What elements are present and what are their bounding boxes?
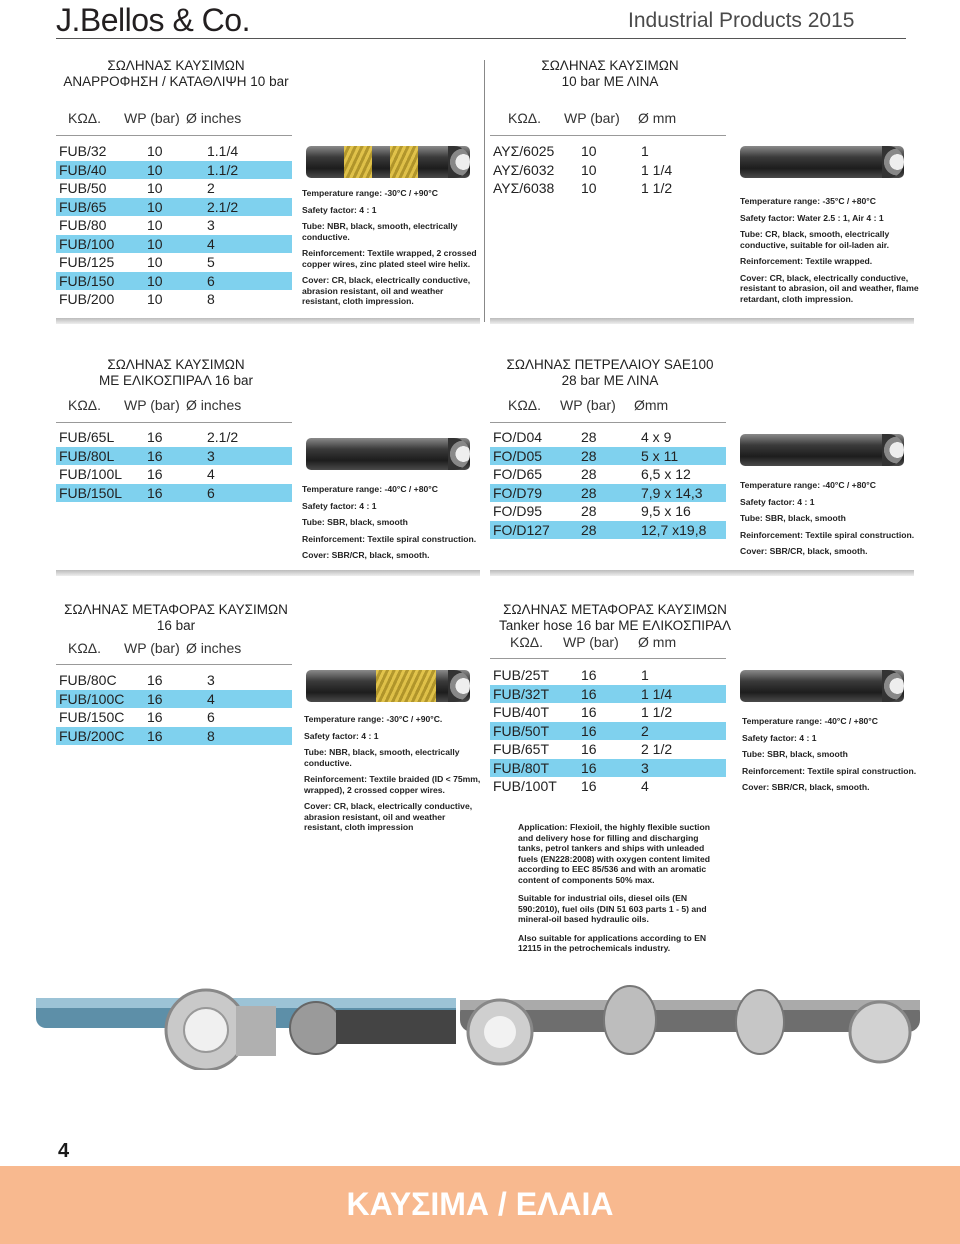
section-1-title <box>56 58 296 90</box>
diameter-cell: 4 <box>204 690 292 709</box>
section-5-table <box>56 671 292 745</box>
code-cell: FUB/150L <box>56 484 144 503</box>
wp-cell: 16 <box>581 704 597 721</box>
wp-cell: 16 <box>581 741 597 758</box>
code-cell: FO/D05 <box>490 447 578 466</box>
section-2-title-line2: 10 bar ΜΕ ΛΙΝΑ <box>561 74 659 89</box>
diameter-cell: 1 1/2 <box>641 180 673 197</box>
code-cell: FO/D79 <box>490 484 578 503</box>
spec-line: Temperature range: -40°C / +80°C <box>742 716 878 726</box>
code-cell: FUB/40 <box>56 161 144 180</box>
diameter-cell: 2.1/2 <box>204 198 292 217</box>
section-1-rule <box>56 135 292 136</box>
spec-line: Temperature range: -30°C / +90°C. <box>304 714 443 724</box>
code-cell: FUB/80C <box>59 672 117 689</box>
wp-cell: 10 <box>144 272 204 291</box>
table-row <box>490 428 726 447</box>
section-2-specs <box>740 196 920 310</box>
section-6-title <box>490 602 740 634</box>
wp-cell: 16 <box>144 447 204 466</box>
table-row <box>490 142 726 161</box>
code-cell: FUB/25T <box>493 667 550 684</box>
application-paragraph: Application: Flexioil, the highly flexible suction and delivery hose for filling and discharging tanks, petrol tankers and ships with unleaded fuels (EN228:2008) with oxygen content limited according to EEC 85/536 and with an aromatic content of components 50% max. <box>518 822 710 885</box>
wp-cell: 10 <box>147 143 163 160</box>
code-cell: FUB/80L <box>56 447 144 466</box>
section-2-hose-image <box>740 146 904 178</box>
section-2-col-dia: Ø mm <box>638 110 677 126</box>
wp-cell: 28 <box>581 429 597 446</box>
spec-line: Tube: SBR, black, smooth <box>742 749 848 759</box>
section-3-specs <box>302 484 482 567</box>
diameter-cell: 2 <box>207 180 215 197</box>
section-5-col-code: ΚΩΔ. <box>68 640 102 656</box>
table-row <box>56 290 292 309</box>
section-4-hose-image <box>740 434 904 466</box>
spec-line: Temperature range: -30°C / +90°C <box>302 188 438 198</box>
hose-coupling-illustration-right <box>460 970 920 1070</box>
table-row <box>490 502 726 521</box>
section-3-table <box>56 428 292 502</box>
wp-cell: 10 <box>581 143 597 160</box>
diameter-cell: 6 <box>207 709 215 726</box>
section-1-specs <box>302 188 482 313</box>
table-row <box>490 685 726 704</box>
wp-cell: 10 <box>147 180 163 197</box>
spec-line: Safety factor: 4 : 1 <box>304 730 379 741</box>
code-cell: FUB/150 <box>56 272 144 291</box>
wp-cell: 16 <box>144 727 204 746</box>
code-cell: FUB/65L <box>59 429 115 446</box>
diameter-cell: 1 <box>641 143 649 160</box>
spec-line: Reinforcement: Textile wrapped. <box>740 256 873 266</box>
wp-cell: 16 <box>581 667 597 684</box>
table-row <box>490 465 726 484</box>
wp-cell: 10 <box>144 198 204 217</box>
section-4-col-code: ΚΩΔ. <box>508 397 542 413</box>
section-4-bottom-bar <box>490 570 914 576</box>
table-row <box>490 703 726 722</box>
diameter-cell: 6 <box>204 484 292 503</box>
section-3-col-wp: WP (bar) <box>124 397 180 413</box>
section-2-title-line1: ΣΩΛΗΝΑΣ ΚΑΥΣΙΜΩΝ <box>541 58 679 73</box>
spec-line: Tube: CR, black, smooth, electrically conductive, suitable for oil-laden air. <box>740 229 890 250</box>
wp-cell: 28 <box>581 503 597 520</box>
spec-line: Reinforcement: Textile spiral construction. <box>740 529 915 540</box>
table-row <box>56 161 292 180</box>
section-4-title-line1: ΣΩΛΗΝΑΣ ΠΕΤΡΕΛΑΙΟΥ SAE100 <box>506 357 714 372</box>
spec-line: Temperature range: -40°C / +80°C <box>740 480 876 490</box>
spec-line: Reinforcement: Textile spiral construction. <box>302 533 477 544</box>
section-3-hose-image <box>306 438 470 470</box>
wp-cell: 10 <box>147 254 163 271</box>
diameter-cell: 5 x 11 <box>638 447 726 466</box>
diameter-cell: 1 1/4 <box>641 161 673 178</box>
wp-cell: 28 <box>581 466 597 483</box>
wp-cell: 16 <box>147 672 163 689</box>
diameter-cell: 2 <box>638 722 726 741</box>
diameter-cell: 12,7 x19,8 <box>638 521 726 540</box>
code-cell: FUB/80 <box>59 217 107 234</box>
wp-cell: 28 <box>578 521 638 540</box>
footer-band <box>0 1166 960 1244</box>
wp-cell: 10 <box>581 180 597 197</box>
diameter-cell: 1.1/4 <box>207 143 239 160</box>
brand-name: J.Bellos & Co. <box>56 2 250 38</box>
table-row <box>490 521 726 540</box>
code-cell: FUB/65T <box>493 741 550 758</box>
code-cell: ΑΥΣ/6038 <box>493 180 555 197</box>
section-1-col-wp: WP (bar) <box>124 110 180 126</box>
diameter-cell: 4 <box>207 466 215 483</box>
section-5-hose-image <box>306 670 470 702</box>
section-4-title-line2: 28 bar ΜΕ ΛΙΝΑ <box>561 373 659 388</box>
section-3-bottom-bar <box>56 570 480 576</box>
diameter-cell: 1.1/2 <box>204 161 292 180</box>
hose-coupling-illustration-left <box>36 970 456 1070</box>
table-row <box>490 484 726 503</box>
wp-cell: 16 <box>578 722 638 741</box>
section-3-title-line2: ΜΕ ΕΛΙΚΟΣΠΙΡΑΛ 16 bar <box>98 373 254 388</box>
wp-cell: 16 <box>581 778 597 795</box>
section-4-col-wp: WP (bar) <box>560 397 616 413</box>
table-row <box>56 253 292 272</box>
section-1-bottom-bar <box>56 318 480 324</box>
section-5-title-line2: 16 bar <box>156 618 196 633</box>
section-6-col-wp: WP (bar) <box>563 634 619 650</box>
section-5-col-wp: WP (bar) <box>124 640 180 656</box>
table-row <box>56 142 292 161</box>
code-cell: FUB/50 <box>59 180 107 197</box>
diameter-cell: 3 <box>207 672 215 689</box>
table-row <box>490 161 726 180</box>
section-4-specs <box>740 480 920 563</box>
spec-line: Reinforcement: Textile braided (ID < 75mm, wrapped), 2 crossed copper wires. <box>304 774 481 795</box>
section-2-bottom-bar <box>490 318 914 324</box>
code-cell: FUB/200 <box>59 291 115 308</box>
wp-cell: 16 <box>144 484 204 503</box>
section-4-table <box>490 428 726 539</box>
diameter-cell: 7,9 x 14,3 <box>638 484 726 503</box>
spec-line: Safety factor: 4 : 1 <box>302 500 377 511</box>
spec-line: Tube: NBR, black, smooth, electrically conductive. <box>302 221 458 242</box>
code-cell: FUB/100C <box>56 690 144 709</box>
diameter-cell: 3 <box>204 447 292 466</box>
section-5-title <box>56 602 296 634</box>
table-row <box>56 216 292 235</box>
section-2-col-wp: WP (bar) <box>564 110 620 126</box>
table-row <box>56 671 292 690</box>
code-cell: ΑΥΣ/6032 <box>493 161 555 178</box>
diameter-cell: 1 1/2 <box>641 704 673 721</box>
code-cell: FUB/40T <box>493 704 550 721</box>
diameter-cell: 8 <box>207 291 215 308</box>
diameter-cell: 1 <box>641 667 649 684</box>
catalog-title: Industrial Products 2015 <box>628 9 855 32</box>
spec-line: Cover: CR, black, electrically conductive, abrasion resistant, oil and weather resistant, cloth impression <box>304 801 473 832</box>
wp-cell: 10 <box>144 235 204 254</box>
code-cell: FUB/100L <box>59 466 123 483</box>
diameter-cell: 2 1/2 <box>641 741 673 758</box>
wp-cell: 16 <box>578 685 638 704</box>
table-row <box>490 179 726 198</box>
wp-cell: 10 <box>147 291 163 308</box>
section-2-col-code: ΚΩΔ. <box>508 110 542 126</box>
code-cell: FUB/80T <box>490 759 578 778</box>
spec-line: Cover: SBR/CR, black, smooth. <box>302 550 430 560</box>
code-cell: FUB/65 <box>56 198 144 217</box>
wp-cell: 16 <box>578 759 638 778</box>
table-row <box>56 727 292 746</box>
spec-line: Tube: SBR, black, smooth <box>740 513 846 523</box>
wp-cell: 10 <box>144 161 204 180</box>
spec-line: Safety factor: 4 : 1 <box>302 204 377 215</box>
section-5-col-dia: Ø inches <box>186 640 242 656</box>
section-3-col-code: ΚΩΔ. <box>68 397 102 413</box>
table-row <box>56 447 292 466</box>
section-6-title-line2: Tanker hose 16 bar ΜΕ ΕΛΙΚΟΣΠΙΡΑΛ <box>498 618 732 633</box>
code-cell: FUB/32 <box>59 143 107 160</box>
section-6-hose-image <box>740 670 904 702</box>
section-6-col-code: ΚΩΔ. <box>510 634 544 650</box>
code-cell: FUB/200C <box>56 727 144 746</box>
wp-cell: 16 <box>144 690 204 709</box>
section-1-table <box>56 142 292 309</box>
diameter-cell: 6,5 x 12 <box>641 466 691 483</box>
section-6-application <box>518 822 714 962</box>
header-rule <box>56 38 906 39</box>
diameter-cell: 4 <box>641 778 649 795</box>
wp-cell: 28 <box>578 484 638 503</box>
table-row <box>490 759 726 778</box>
code-cell: FO/D04 <box>493 429 543 446</box>
section-1-title-line1: ΣΩΛΗΝΑΣ ΚΑΥΣΙΜΩΝ <box>107 58 245 73</box>
code-cell: FO/D127 <box>490 521 578 540</box>
diameter-cell: 8 <box>204 727 292 746</box>
table-row <box>56 198 292 217</box>
spec-line: Cover: SBR/CR, black, smooth. <box>740 546 868 556</box>
diameter-cell: 3 <box>207 217 215 234</box>
spec-line: Tube: NBR, black, smooth, electrically conductive. <box>304 747 460 768</box>
code-cell: FUB/100 <box>56 235 144 254</box>
table-row <box>490 722 726 741</box>
section-4-rule <box>490 422 726 423</box>
section-1-col-code: ΚΩΔ. <box>68 110 102 126</box>
spec-line: Temperature range: -40°C / +80°C <box>302 484 438 494</box>
spec-line: Cover: SBR/CR, black, smooth. <box>742 782 870 792</box>
diameter-cell: 2.1/2 <box>207 429 239 446</box>
section-5-rule <box>56 664 292 665</box>
wp-cell: 16 <box>147 466 163 483</box>
spec-line: Safety factor: 4 : 1 <box>742 732 817 743</box>
table-row <box>490 777 726 796</box>
section-5-title-line1: ΣΩΛΗΝΑΣ ΜΕΤΑΦΟΡΑΣ ΚΑΥΣΙΜΩΝ <box>64 602 288 617</box>
table-row <box>56 179 292 198</box>
wp-cell: 16 <box>147 709 163 726</box>
section-4-col-dia: Ømm <box>634 397 669 413</box>
diameter-cell: 9,5 x 16 <box>641 503 691 520</box>
wp-cell: 16 <box>147 429 163 446</box>
diameter-cell: 5 <box>207 254 215 271</box>
spec-line: Cover: CR, black, electrically conductive, resistant to abrasion, oil and weather, flame retardant, cloth impression. <box>740 272 919 304</box>
section-6-specs <box>742 716 922 799</box>
section-3-col-dia: Ø inches <box>186 397 242 413</box>
page-number: 4 <box>58 1140 70 1162</box>
code-cell: FUB/32T <box>490 685 578 704</box>
spec-line: Safety factor: 4 : 1 <box>740 496 815 507</box>
section-3-title <box>56 357 296 389</box>
spec-line: Cover: CR, black, electrically conductive, abrasion resistant, oil and weather resistant, cloth impression. <box>302 275 471 306</box>
section-6-table <box>490 666 726 796</box>
spec-line: Safety factor: Water 2.5 : 1, Air 4 : 1 <box>740 212 884 223</box>
code-cell: FUB/150C <box>59 709 125 726</box>
section-6-title-line1: ΣΩΛΗΝΑΣ ΜΕΤΑΦΟΡΑΣ ΚΑΥΣΙΜΩΝ <box>503 602 727 617</box>
footer-category: ΚΑΥΣΙΜΑ / ΕΛΑΙΑ <box>346 1186 614 1222</box>
wp-cell: 10 <box>581 161 597 178</box>
code-cell: ΑΥΣ/6025 <box>493 143 555 160</box>
section-2-rule <box>490 135 726 136</box>
application-paragraph: Also suitable for applications according to EN 12115 in the petrochemicals industry. <box>518 932 707 953</box>
table-row <box>56 272 292 291</box>
table-row <box>56 235 292 254</box>
diameter-cell: 3 <box>638 759 726 778</box>
section-2-table <box>490 142 726 198</box>
spec-line: Tube: SBR, black, smooth <box>302 517 408 527</box>
section-5-specs <box>304 714 484 839</box>
diameter-cell: 6 <box>204 272 292 291</box>
spec-line: Reinforcement: Textile wrapped, 2 crossed copper wires, zinc plated steel wire helix. <box>302 248 477 269</box>
code-cell: FO/D65 <box>493 466 543 483</box>
diameter-cell: 1 1/4 <box>638 685 726 704</box>
table-row <box>56 428 292 447</box>
wp-cell: 28 <box>578 447 638 466</box>
section-6-col-dia: Ø mm <box>638 634 677 650</box>
section-3-title-line1: ΣΩΛΗΝΑΣ ΚΑΥΣΙΜΩΝ <box>107 357 245 372</box>
code-cell: FUB/50T <box>490 722 578 741</box>
table-row <box>490 666 726 685</box>
table-row <box>56 690 292 709</box>
code-cell: FUB/125 <box>59 254 115 271</box>
divider-vertical <box>484 60 485 322</box>
diameter-cell: 4 <box>204 235 292 254</box>
table-row <box>490 447 726 466</box>
diameter-cell: 4 x 9 <box>641 429 672 446</box>
wp-cell: 10 <box>147 217 163 234</box>
section-6-rule <box>490 658 726 659</box>
table-row <box>56 465 292 484</box>
section-4-title <box>490 357 730 389</box>
table-row <box>56 708 292 727</box>
section-1-title-line2: ΑΝΑΡΡΟΦΗΣΗ / ΚΑΤΑΘΛΙΨΗ 10 bar <box>63 74 289 89</box>
section-3-rule <box>56 422 292 423</box>
table-row <box>490 740 726 759</box>
code-cell: FO/D95 <box>493 503 543 520</box>
code-cell: FUB/100T <box>493 778 557 795</box>
section-2-title <box>490 58 730 90</box>
table-row <box>56 484 292 503</box>
application-paragraph: Suitable for industrial oils, diesel oils (EN 590:2010), fuel oils (DIN 51 603 parts 1 - 5) and mineral-oil based hydraulic oils. <box>518 893 707 924</box>
spec-line: Reinforcement: Textile spiral construction. <box>742 765 917 776</box>
spec-line: Temperature range: -35°C / +80°C <box>740 196 876 206</box>
section-1-hose-image <box>306 146 470 178</box>
section-1-col-dia: Ø inches <box>186 110 242 126</box>
